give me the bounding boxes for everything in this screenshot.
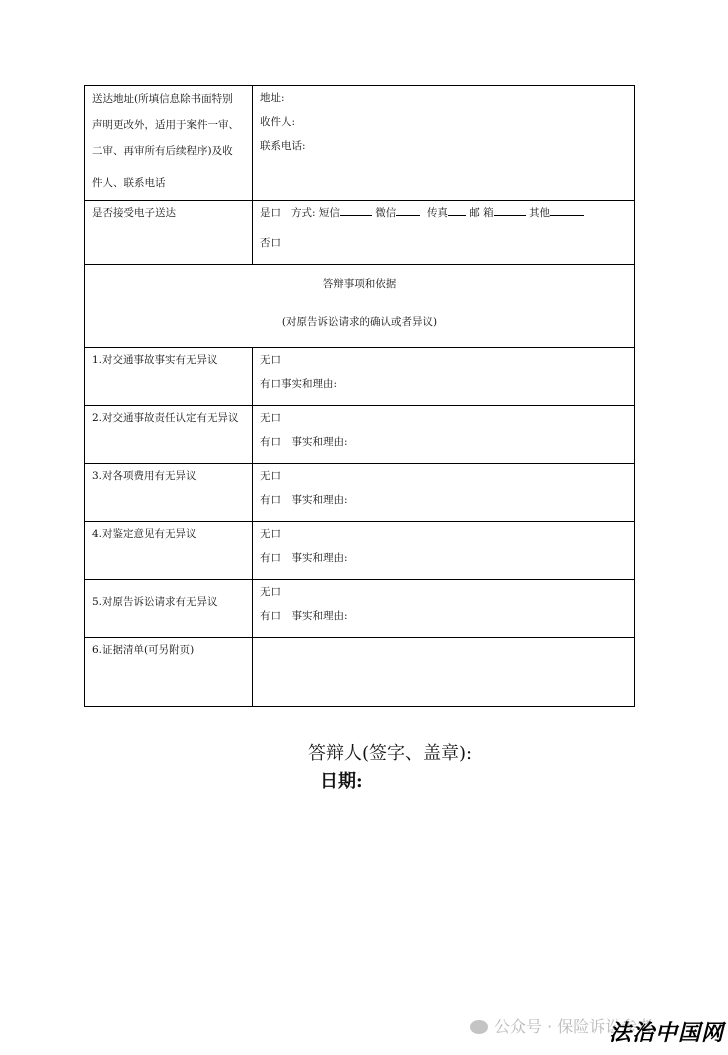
has-objection-option[interactable]: 有口 事实和理由: <box>260 552 348 564</box>
objection-row-4 <box>85 522 635 580</box>
electronic-label: 是否接受电子送达 <box>85 201 253 265</box>
objection-label: 4.对鉴定意见有无异议 <box>85 522 253 580</box>
sms-blank[interactable] <box>340 203 372 216</box>
no-option[interactable]: 否口 <box>260 237 281 249</box>
heading-row <box>85 265 635 348</box>
no-objection-option[interactable]: 无口 <box>260 412 281 424</box>
electronic-service-row <box>85 201 635 265</box>
address-label-line: 二审、再审所有后续程序)及收 <box>92 145 233 157</box>
yes-option[interactable]: 是口 <box>260 207 281 219</box>
other-label: 其他 <box>528 207 550 219</box>
address-label <box>85 86 253 201</box>
address-label-line: 声明更改外，适用于案件一审、 <box>92 119 239 131</box>
has-objection-option[interactable]: 有口 事实和理由: <box>260 610 348 622</box>
address-field: 地址: <box>260 92 285 104</box>
no-objection-option[interactable]: 无口 <box>260 586 281 598</box>
address-label-line: 送达地址(所填信息除书面特别 <box>92 93 233 105</box>
has-objection-option[interactable]: 有口 事实和理由: <box>260 494 348 506</box>
objection-label: 3.对各项费用有无异议 <box>85 464 253 522</box>
objection-options[interactable] <box>253 580 635 638</box>
section-heading <box>85 265 635 348</box>
address-fields[interactable] <box>253 86 635 201</box>
objection-row-5 <box>85 580 635 638</box>
method-label: 方式: <box>291 207 316 219</box>
site-logo: 法治中国网 <box>608 1020 724 1046</box>
respondent-signature-label: 答辩人(签字、盖章): <box>308 743 473 764</box>
wechat-icon <box>470 1020 488 1034</box>
objection-row-1 <box>85 348 635 406</box>
watermark-text: 公众号 · 保险诉讼参考 <box>494 1017 654 1036</box>
evidence-label: 6.证据清单(可另附页) <box>85 638 253 707</box>
objection-row-3 <box>85 464 635 522</box>
address-row <box>85 86 635 201</box>
other-blank[interactable] <box>550 203 584 216</box>
fax-label: 传真 <box>426 207 448 219</box>
objection-options[interactable] <box>253 406 635 464</box>
objection-row-2 <box>85 406 635 464</box>
sms-label: 短信 <box>318 207 340 219</box>
objection-label: 2.对交通事故责任认定有无异议 <box>85 406 253 464</box>
recipient-field: 收件人: <box>260 116 296 128</box>
date-label: 日期: <box>320 771 363 792</box>
evidence-row <box>85 638 635 707</box>
section-title: 答辩事项和依据 <box>322 278 397 290</box>
phone-field: 联系电话: <box>260 140 306 152</box>
wechat-blank[interactable] <box>396 203 420 216</box>
no-objection-option[interactable]: 无口 <box>260 470 281 482</box>
defense-form-table <box>84 85 635 707</box>
wechat-label: 微信 <box>375 207 397 219</box>
email-blank[interactable] <box>494 203 526 216</box>
objection-options[interactable] <box>253 464 635 522</box>
electronic-options[interactable] <box>253 201 635 265</box>
fax-blank[interactable] <box>448 203 466 216</box>
address-label-line: 件人、联系电话 <box>92 177 166 189</box>
objection-label: 1.对交通事故事实有无异议 <box>85 348 253 406</box>
objection-options[interactable] <box>253 348 635 406</box>
no-objection-option[interactable]: 无口 <box>260 354 281 366</box>
objection-label: 5.对原告诉讼请求有无异议 <box>85 580 253 638</box>
objection-options[interactable] <box>253 522 635 580</box>
has-objection-option[interactable]: 有口事实和理由: <box>260 378 338 390</box>
email-label: 邮 箱 <box>469 207 494 219</box>
no-objection-option[interactable]: 无口 <box>260 528 281 540</box>
has-objection-option[interactable]: 有口 事实和理由: <box>260 436 348 448</box>
electronic-yes-line <box>260 201 627 225</box>
section-subtitle: (对原告诉讼请求的确认或者异议) <box>281 316 438 328</box>
evidence-field[interactable] <box>253 638 635 707</box>
